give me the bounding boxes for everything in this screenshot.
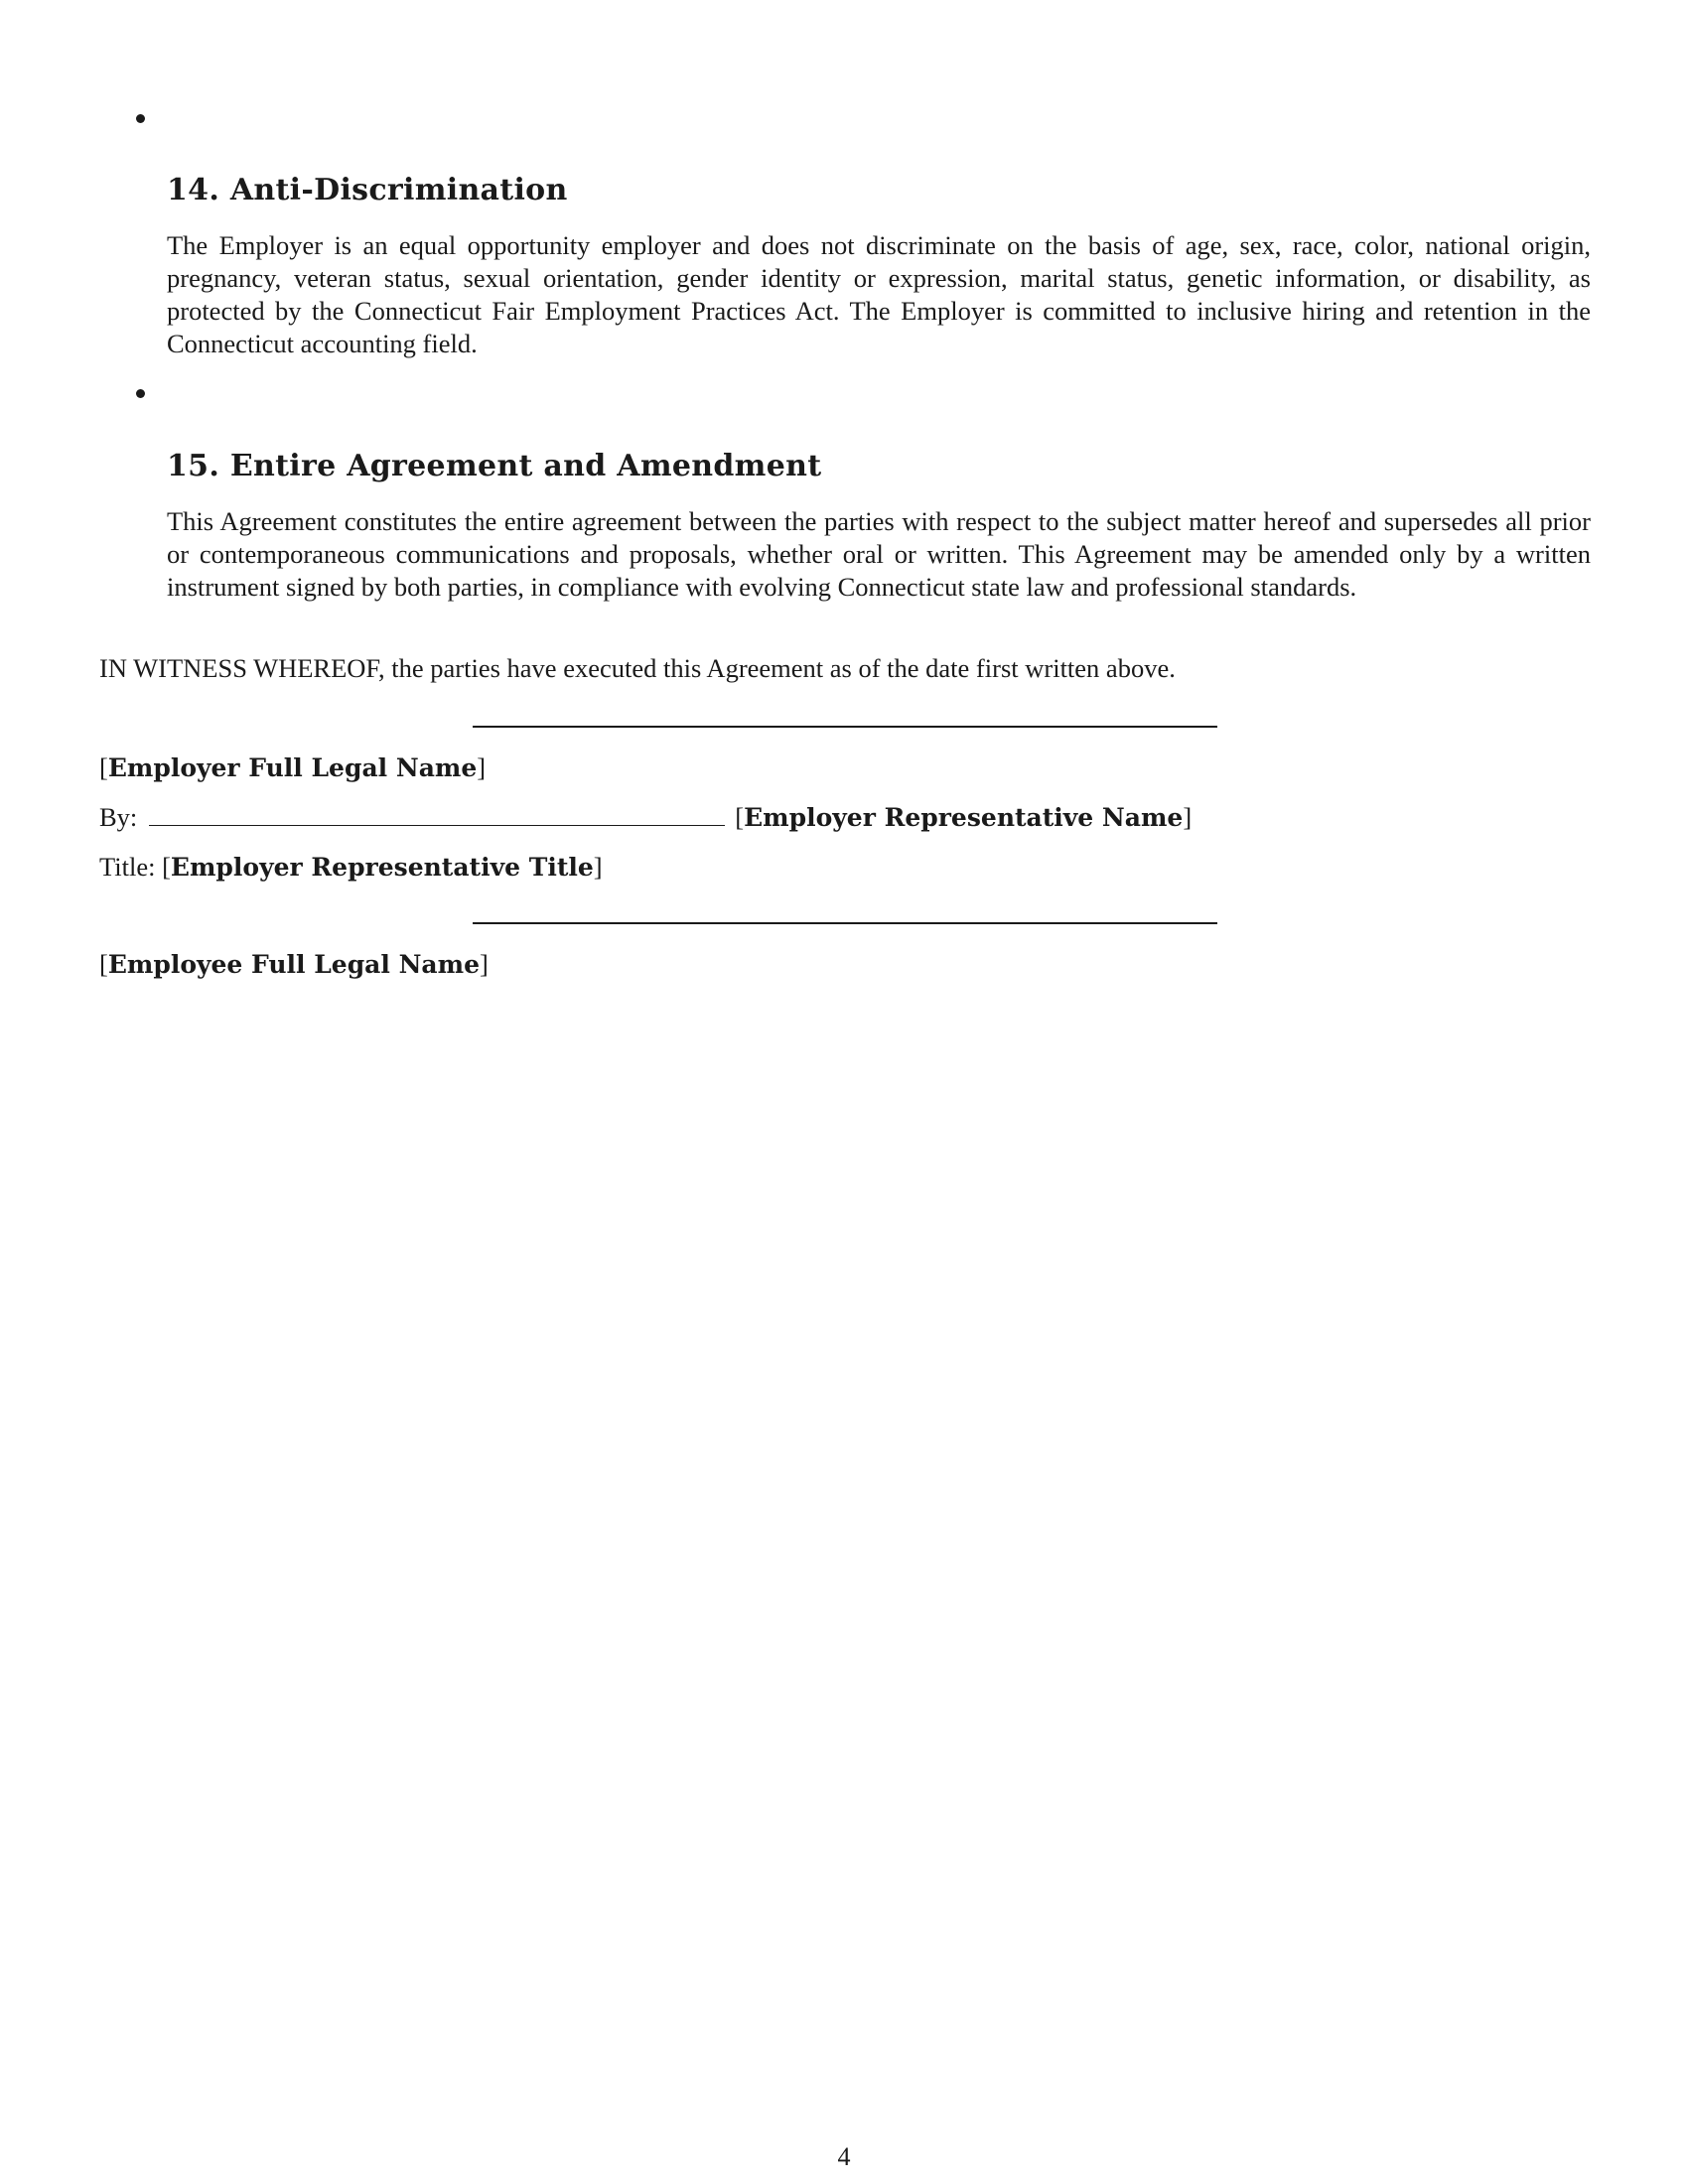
list-bullet bbox=[136, 114, 145, 123]
employee-full-legal-name: Employee Full Legal Name bbox=[107, 950, 480, 979]
employee-name-line: [Employee Full Legal Name] bbox=[99, 949, 489, 979]
employee-signature-line bbox=[473, 922, 1217, 924]
title-label: Title: bbox=[99, 852, 156, 882]
section-body-entire-agreement: This Agreement constitutes the entire agreement between the parties with respect to the subject matter hereof and supersedes all prior or contemporaneous communications and proposals, whether oral or written. This Agreement may be amended only by a written instrument signed by both parties, in compliance with evolving Connecticut state law and professional standards. bbox=[167, 506, 1591, 602]
page-number: 4 bbox=[837, 2142, 851, 2171]
employer-name-line: [Employer Full Legal Name] bbox=[99, 752, 487, 782]
employer-full-legal-name: Employer Full Legal Name bbox=[107, 753, 478, 782]
employer-signature-line bbox=[473, 726, 1217, 728]
section-heading-entire-agreement: 15. Entire Agreement and Amendment bbox=[167, 449, 822, 483]
by-label: By: bbox=[99, 802, 138, 832]
by-signature-blank bbox=[149, 801, 725, 826]
employer-representative-name: Employer Representative Name bbox=[744, 803, 1184, 832]
employer-by-line: By: [Employer Representative Name] bbox=[99, 802, 1193, 832]
witness-clause: IN WITNESS WHEREOF, the parties have executed this Agreement as of the date first written above. bbox=[99, 653, 1176, 683]
section-heading-anti-discrimination: 14. Anti-Discrimination bbox=[167, 173, 568, 207]
section-body-anti-discrimination: The Employer is an equal opportunity employer and does not discriminate on the basis of age, sex, race, color, national origin, pregnancy, veteran status, sexual orientation, gender identity or expression, marital status, genetic information, or disability, as protected by the Connecticut Fair Employment Practices Act. The Employer is committed to inclusive hiring and retention in the Connecticut accounting field. bbox=[167, 230, 1591, 358]
employer-representative-title: Employer Representative Title bbox=[170, 853, 594, 882]
list-bullet bbox=[136, 389, 145, 398]
employer-title-line: Title: [Employer Representative Title] bbox=[99, 852, 603, 882]
